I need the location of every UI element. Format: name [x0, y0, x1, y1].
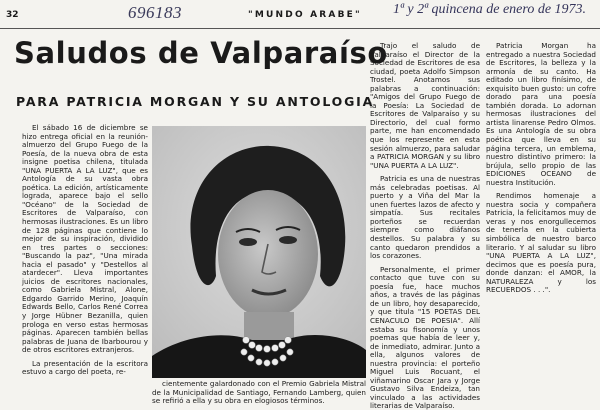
- header-rule: [0, 28, 600, 29]
- text-column-1: [22, 124, 148, 398]
- paragraph: Patricia es una de nuestras más celebradas poetisas. Al puerto y a Viña del Mar la unen fuertes lazos de afecto y simpatía. Sus recitales porteños se recuerdan siempre como diáfanos destellos. Su palabra y su canto quedaron prendidos a los corazones.: [370, 174, 480, 261]
- article-title: Saludos de Valparaíso: [14, 36, 388, 70]
- text-column-2: [370, 41, 480, 410]
- paragraph: La presentación de la escritora estuvo a cargo del poeta, re-: [22, 358, 148, 377]
- paragraph: Patricia Morgan ha entregado a nuestra Sociedad de Escritores, la belleza y la armonía de su canto. Ha editado un libro finísimo, de exquisito buen gusto: un cofre dorado para una poesía también dorada. Lo adornan hermosas ilustraciones del artista linarense Pedro Olmos. Es una Antología de su obra poética que lleva en su página tercera, un emblema, nuestro distintivo primero: la brújula, sello propio de las EDICIONES OCEANO de nuestra Institución.: [486, 41, 596, 187]
- journal-name: "MUNDO ARABE": [248, 10, 362, 20]
- paragraph: Trajo el saludo de Valparaíso el Director de la Sociedad de Escritores de esa ciudad, poeta Adolfo Simpson Trostel. Anotamos sus palabras a continuación: "Amigos del Grupo Fuego de la Poesía: La Sociedad de Escritores de Valparaíso y su Directorio, del cual formo parte, me han encomendado que los represente en esta sesión almuerzo, para saludar a PATRICIA MORGAN y su libro "UNA PUERTA A LA LUZ".: [370, 41, 480, 170]
- portrait-illustration: [152, 126, 366, 378]
- handwritten-date: 1ª y 2ª quincena de enero de 1973.: [393, 2, 587, 17]
- photo-caption-continuation: cientemente galardonado con el Premio Gabriela Mistral de la Municipalidad de Santiago, Fernando Lamberg, quien se refirió a ella y su obra en elogiosos términos.: [152, 379, 366, 406]
- paragraph: El sábado 16 de diciembre se hizo entrega oficial en la reunión-almuerzo del Grupo Fuego de la Poesía, de la nueva obra de esta insigne poetisa chilena, titulada "UNA PUERTA A LA LUZ", que es Antología de su vasta obra poética. La edición, artísticamente lograda, aparece bajo el sello "Océano" de la Sociedad de Escritores de Valparaíso, con hermosas ilustraciones. Es un libro de 128 páginas que contiene lo mejor de su inspiración, dividido en tres partes o secciones: "Buscando la paz", "Una mirada hacia el pasado" y "Destellos al atardecer". Lleva importantes juicios de escritores nacionales, como Gabriela Mistral, Alone, Edgardo Garrido Merino, Joaquín Edwards Bello, Carlos René Correa y Jorge Hübner Bezanilla, quien prologa en verso estas hermosas páginas. Aparecen también bellas palabras de Juana de Ibarbourou y de otros escritores extranjeros.: [22, 123, 148, 355]
- article-subtitle: PARA PATRICIA MORGAN Y SU ANTOLOGIA: [16, 94, 375, 109]
- text-column-3: [486, 42, 596, 404]
- page-number: 32: [6, 10, 19, 20]
- archive-stamp: 696183: [128, 3, 182, 22]
- portrait-photo: [152, 126, 366, 378]
- paragraph: Rendimos homenaje a nuestra socia y compañera Patricia, la felicitamos muy de veras y nos enorgullecemos de tenerla en la cubierta simbólica de nuestro barco literario. Y al saludar su libro "UNA PUERTA A LA LUZ", decimos que es poesía pura, donde danzan: el AMOR, la NATURALEZA y los RECUERDOS . . .".: [486, 191, 596, 295]
- paragraph: Personalmente, el primer contacto que tuve con su poesía fue, hace muchos años, a través de las páginas de un libro, hoy desaparecido, y que titula "15 POETAS DEL CENACULO DE POESIA". Allí estaba su fisonomía y unos poemas que había de leer y, de inmediato, admirar. Junto a ella, algunos valores de nuestra provincia: el porteño Miguel Luis Rocuant, el viñamarino Oscar Jara y Jorge Gustavo Silva Endeiza, tan vinculado a las actividades literarias de Valparaíso.: [370, 264, 480, 410]
